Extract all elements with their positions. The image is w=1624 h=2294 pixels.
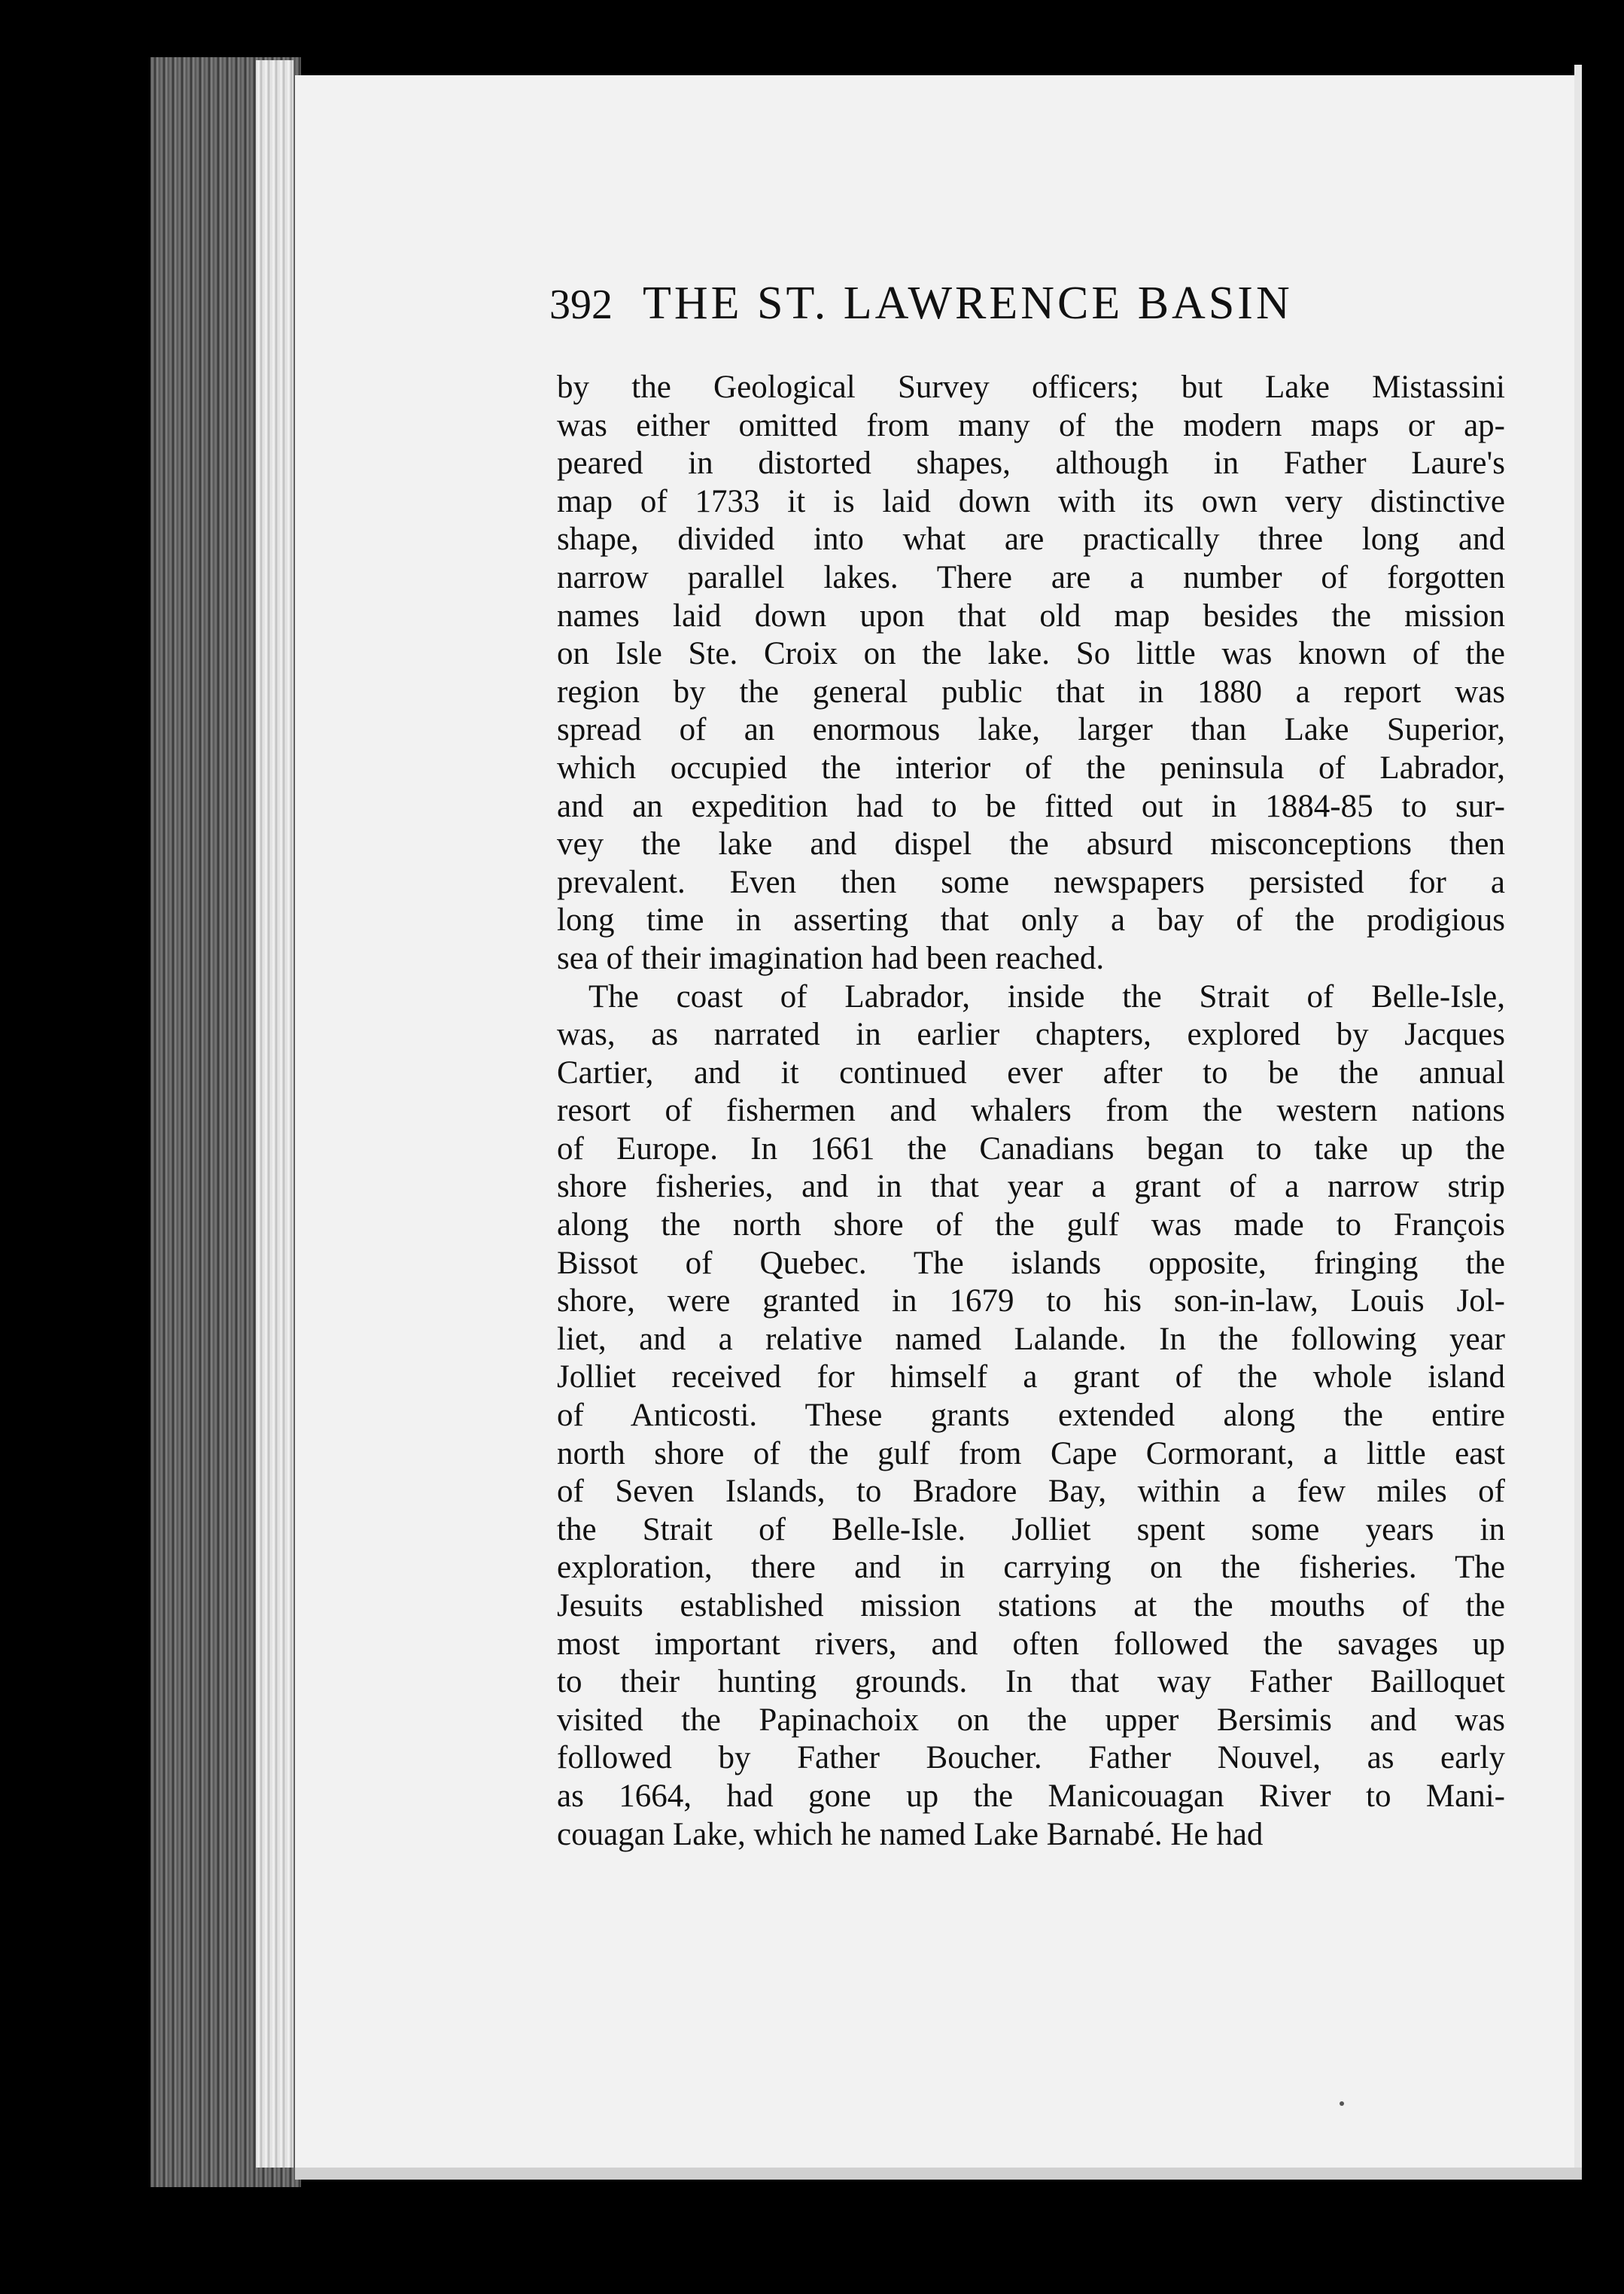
text-line: which occupied the interior of the peninsula of Labrador,: [557, 750, 1505, 786]
text-line: Cartier, and it continued ever after to be the annual: [557, 1054, 1505, 1091]
text-line: on Isle Ste. Croix on the lake. So little was known of the: [557, 636, 1505, 672]
page-number: 392: [549, 281, 613, 328]
body-text: [557, 369, 1505, 1854]
text-line: most important rivers, and often followed the savages up: [557, 1626, 1505, 1662]
text-line: of Seven Islands, to Bradore Bay, within a few miles of: [557, 1474, 1505, 1510]
text-line: names laid down upon that old map besides the mission: [557, 598, 1505, 634]
text-line: sea of their imagination had been reached.: [557, 940, 1105, 976]
text-line: shore fisheries, and in that year a grant of a narrow strip: [557, 1169, 1505, 1205]
text-line: vey the lake and dispel the absurd misconceptions then: [557, 826, 1505, 863]
text-line: followed by Father Boucher. Father Nouvel, as early: [557, 1740, 1505, 1776]
text-line: of Anticosti. These grants extended along the entire: [557, 1398, 1505, 1434]
paper-speck: [1340, 2101, 1344, 2106]
text-line: liet, and a relative named Lalande. In the following year: [557, 1321, 1505, 1357]
text-line: along the north shore of the gulf was made to François: [557, 1207, 1505, 1243]
text-line: and an expedition had to be fitted out in 1884-85 to sur-: [557, 788, 1505, 824]
text-line: was, as narrated in earlier chapters, explored by Jacques: [557, 1017, 1505, 1053]
text-line: shore, were granted in 1679 to his son-in-law, Louis Jol-: [557, 1283, 1505, 1319]
text-line: as 1664, had gone up the Manicouagan River to Mani-: [557, 1778, 1505, 1814]
text-line: the Strait of Belle-Isle. Jolliet spent some years in: [557, 1511, 1505, 1547]
text-line: was either omitted from many of the modern maps or ap-: [557, 407, 1505, 443]
running-head-title: THE ST. LAWRENCE BASIN: [643, 278, 1293, 329]
paragraph: [557, 978, 1505, 1854]
text-line: shape, divided into what are practically three long and: [557, 522, 1505, 558]
text-line: narrow parallel lakes. There are a number of forgotten: [557, 559, 1505, 595]
page-edge-right: [1574, 65, 1582, 2172]
text-line: by the Geological Survey officers; but Lake Mistassini: [557, 370, 1505, 405]
text-line: prevalent. Even then some newspapers persisted for a: [557, 864, 1505, 900]
text-line: exploration, there and in carrying on the fisheries. The: [557, 1550, 1505, 1586]
text-line: region by the general public that in 1880 a report was: [557, 674, 1505, 710]
text-line: Bissot of Quebec. The islands opposite, fringing the: [557, 1245, 1505, 1281]
text-line: spread of an enormous lake, larger than Lake Superior,: [557, 712, 1505, 748]
text-line: peared in distorted shapes, although in Father Laure's: [557, 446, 1505, 482]
text-line: visited the Papinachoix on the upper Bersimis and was: [557, 1702, 1505, 1738]
text-line: north shore of the gulf from Cape Cormorant, a little east: [557, 1435, 1505, 1471]
text-line: map of 1733 it is laid down with its own very distinctive: [557, 483, 1505, 519]
text-line: The coast of Labrador, inside the Strait of Belle-Isle,: [588, 978, 1505, 1015]
text-line: long time in asserting that only a bay of the prodigious: [557, 902, 1505, 939]
page-edges-inner: [256, 60, 293, 2168]
text-line: Jesuits established mission stations at the mouths of the: [557, 1588, 1505, 1623]
running-head: [549, 277, 1528, 360]
paragraph: [557, 369, 1505, 978]
text-line: to their hunting grounds. In that way Father Bailloquet: [557, 1664, 1505, 1700]
text-line: couagan Lake, which he named Lake Barnabé. He had: [557, 1816, 1264, 1852]
text-line: of Europe. In 1661 the Canadians began to take up the: [557, 1130, 1505, 1167]
text-line: Jolliet received for himself a grant of the whole island: [557, 1359, 1505, 1395]
text-line: resort of fishermen and whalers from the western nations: [557, 1093, 1505, 1129]
page-edge-bottom: [295, 2168, 1582, 2180]
